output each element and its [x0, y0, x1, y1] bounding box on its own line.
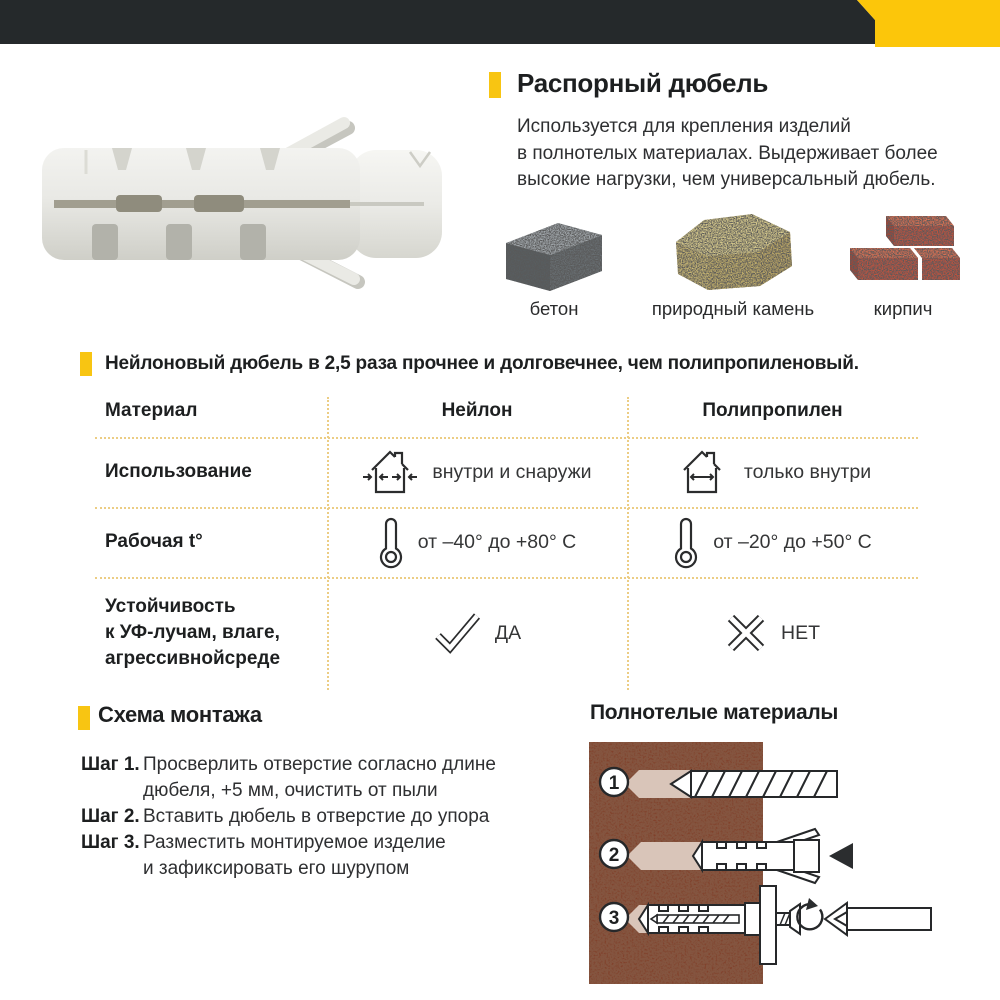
header-dark-bar [0, 0, 875, 44]
step-number: Шаг 1. [81, 754, 140, 775]
mounted-plate [760, 886, 776, 964]
cell-resistance-nylon [327, 577, 627, 689]
screwdriver [825, 903, 931, 935]
cross-icon [725, 612, 767, 654]
step-line [81, 778, 551, 804]
cell-text: НЕТ [781, 621, 820, 644]
mounting-diagram [585, 733, 985, 988]
step-markers [600, 768, 628, 931]
cell-temp-nylon [327, 507, 627, 577]
installation-steps [81, 752, 551, 882]
natural-stone-icon [660, 206, 806, 296]
row-label-temperature: Рабочая t° [105, 531, 203, 552]
step-text: Вставить дюбель в отверстие до упора [143, 806, 490, 827]
insert-arrow [829, 843, 853, 869]
table-header-material: Материал [105, 400, 198, 421]
diagram-heading: Полнотелые материалы [590, 701, 839, 724]
bricks-icon [846, 208, 960, 294]
header-banner [0, 0, 1000, 48]
product-photo-dowel [28, 108, 458, 303]
description-line: Используется для крепления изделий [517, 116, 851, 137]
step-marker-2: 2 [608, 845, 620, 866]
step-marker-1: 1 [608, 773, 620, 794]
table-header-polypropylene: Полипропилен [702, 400, 843, 421]
description-line: высокие нагрузки, чем универсальный дюбель. [517, 169, 936, 190]
step-text: дюбеля, +5 мм, очистить от пыли [143, 780, 438, 801]
material-label-brick: кирпич [873, 298, 933, 319]
dowel-fixed [639, 903, 760, 935]
cell-temp-poly [627, 507, 918, 577]
cell-usage-poly [627, 437, 918, 507]
concrete-block-icon [498, 213, 610, 293]
installation-heading: Схема монтажа [98, 702, 262, 727]
step-marker-3: 3 [608, 908, 620, 929]
cell-usage-nylon [327, 437, 627, 507]
page-title: Распорный дюбель [517, 68, 769, 98]
step-number: Шаг 2. [81, 806, 140, 827]
cell-text: ДА [494, 621, 522, 644]
claim-accent-marker [80, 352, 92, 376]
step-number: Шаг 3. [81, 832, 140, 853]
step-line [81, 752, 551, 778]
cell-resistance-poly [627, 577, 918, 689]
claim-text: Нейлоновый дюбель в 2,5 раза прочнее и долговечнее, чем полипропиленовый. [105, 353, 859, 374]
step-line [81, 856, 551, 882]
house-arrows-in-icon [674, 446, 730, 498]
cell-text: внутри и снаружи [432, 460, 592, 483]
description-line: в полнотелых материалах. Выдерживает более [517, 142, 938, 164]
cell-text: от –20° до +50° C [713, 530, 872, 553]
installation-accent-marker [78, 706, 90, 730]
checkmark-icon [433, 612, 481, 654]
step-text: и зафиксировать его шурупом [143, 858, 410, 879]
step-text: Просверлить отверстие согласно длине [143, 754, 496, 775]
row-label-resistance: Устойчивость к УФ-лучам, влаге, агрессивнойсреде [105, 596, 281, 669]
cell-text: от –40° до +80° C [417, 530, 577, 553]
cell-text: только внутри [743, 460, 872, 483]
step-line [81, 804, 551, 830]
table-header-nylon: Нейлон [441, 400, 513, 421]
drill-bit [671, 771, 837, 797]
house-arrows-in-out-icon [362, 446, 418, 498]
step-line [81, 830, 551, 856]
product-description [517, 114, 938, 194]
header-yellow-corner [857, 0, 1000, 47]
material-label-concrete: бетон [529, 298, 579, 319]
title-accent-marker [489, 72, 501, 98]
rotation-arrow [797, 898, 822, 929]
step-text: Разместить монтируемое изделие [143, 832, 446, 853]
thermometer-icon [378, 515, 404, 569]
material-label-stone: природный камень [651, 298, 815, 319]
row-label-usage: Использование [105, 461, 252, 482]
thermometer-icon [673, 515, 699, 569]
